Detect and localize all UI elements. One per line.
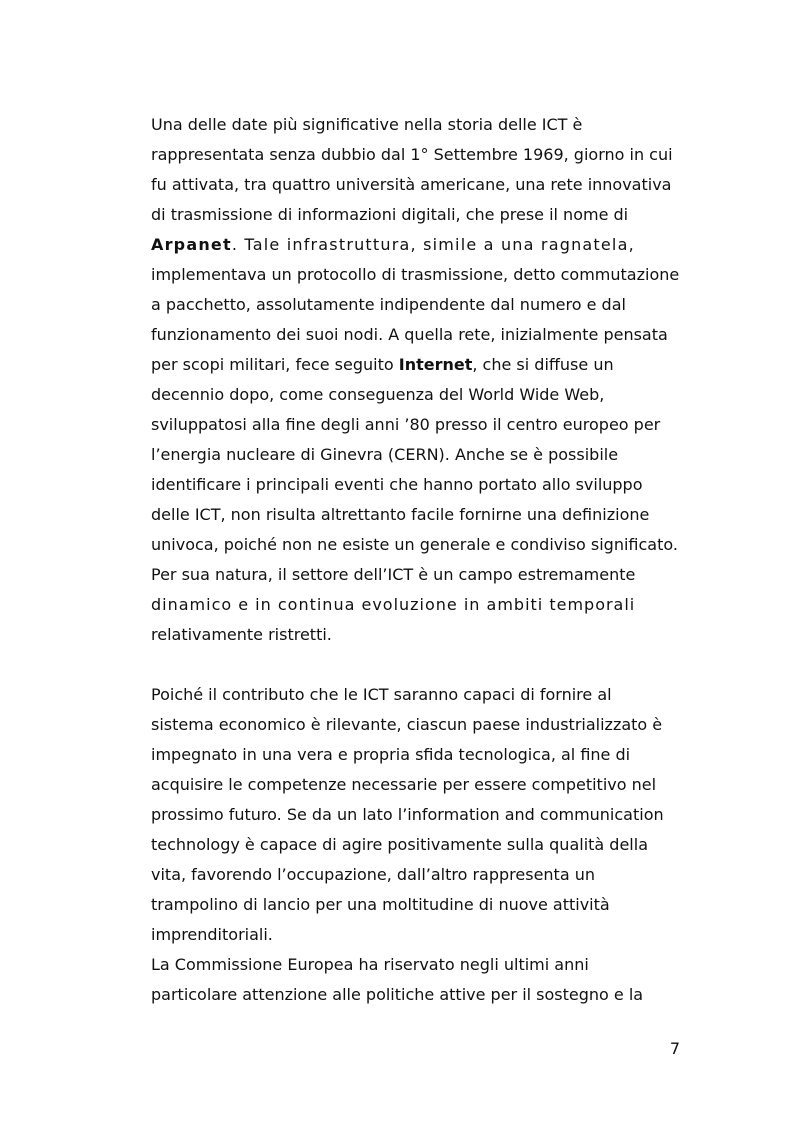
text-line: a pacchetto, assolutamente indipendente dal numero e dal: [151, 295, 626, 314]
text-line: Poiché il contributo che le ICT saranno capaci di fornire al: [151, 685, 612, 704]
arpanet-term: Arpanet: [151, 235, 232, 254]
text-line: particolare attenzione alle politiche attive per il sostegno e la: [151, 985, 644, 1004]
text-line: di trasmissione di informazioni digitali, che prese il nome di: [151, 205, 629, 224]
text-line: vita, favorendo l’occupazione, dall’altro rappresenta un: [151, 865, 595, 884]
text-line: delle ICT, non risulta altrettanto facile fornirne una definizione: [151, 505, 650, 524]
paragraph-economic-challenge: [151, 680, 680, 950]
text-line: univoca, poiché non ne esiste un generale e condiviso significato.: [151, 535, 678, 554]
paragraph-arpanet: [151, 110, 680, 650]
text-line: identificare i principali eventi che hanno portato allo sviluppo: [151, 475, 643, 494]
text-line: prossimo futuro. Se da un lato l’information and communication: [151, 805, 664, 824]
text-line: technology è capace di agire positivamente sulla qualità della: [151, 835, 648, 854]
text-line: dinamico e in continua evoluzione in ambiti temporali: [151, 595, 636, 614]
text-line: relativamente ristretti.: [151, 625, 332, 644]
text-fragment: . Tale infrastruttura, simile a una ragnatela,: [231, 235, 635, 254]
text-line: fu attivata, tra quattro università americane, una rete innovativa: [151, 175, 672, 194]
text-fragment: , che si diffuse un: [472, 355, 614, 374]
text-line: funzionamento dei suoi nodi. A quella rete, inizialmente pensata: [151, 325, 668, 344]
text-line: rappresentata senza dubbio dal 1° Settembre 1969, giorno in cui: [151, 145, 673, 164]
text-line: La Commissione Europea ha riservato negli ultimi anni: [151, 955, 589, 974]
text-line: Una delle date più significative nella storia delle ICT è: [151, 115, 583, 134]
internet-term: Internet: [398, 355, 473, 374]
text-line: Per sua natura, il settore dell’ICT è un campo estremamente: [151, 565, 636, 584]
paragraph-european-commission: [151, 950, 680, 1010]
text-line: imprenditoriali.: [151, 925, 273, 944]
text-line: [151, 230, 680, 260]
text-fragment: per scopi militari, fece seguito: [151, 355, 394, 374]
text-line: acquisire le competenze necessarie per essere competitivo nel: [151, 775, 657, 794]
text-line: implementava un protocollo di trasmissione, detto commutazione: [151, 265, 680, 284]
text-line: trampolino di lancio per una moltitudine di nuove attività: [151, 895, 610, 914]
text-line: sviluppatosi alla fine degli anni ’80 presso il centro europeo per: [151, 415, 661, 434]
text-line: [151, 350, 680, 380]
text-line: sistema economico è rilevante, ciascun paese industrializzato è: [151, 715, 663, 734]
text-line: decennio dopo, come conseguenza del World Wide Web,: [151, 385, 605, 404]
text-line: l’energia nucleare di Ginevra (CERN). Anche se è possibile: [151, 445, 619, 464]
page-number: 7: [669, 1039, 680, 1058]
text-line: impegnato in una vera e propria sfida tecnologica, al fine di: [151, 745, 631, 764]
